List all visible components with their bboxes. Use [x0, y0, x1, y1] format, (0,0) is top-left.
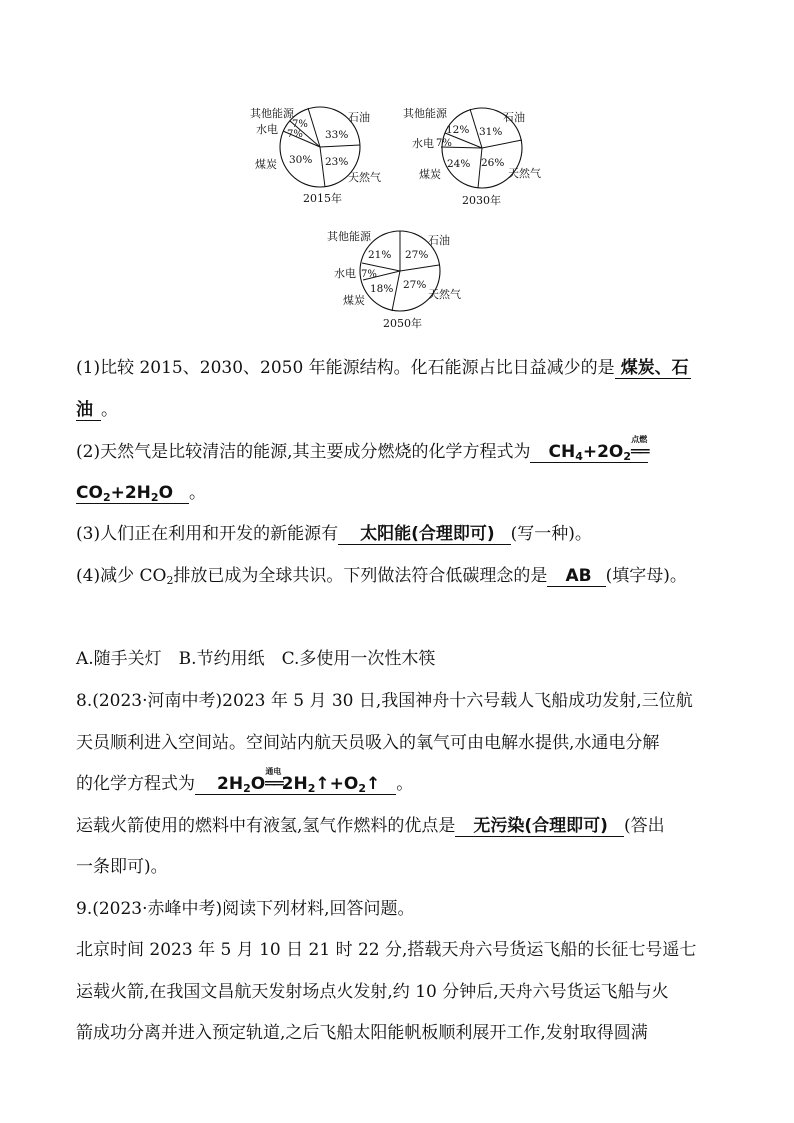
q3-end: (写一种)。 [510, 524, 592, 544]
pie-2030-value-other: 12% [446, 124, 470, 136]
pie-2030-label-oil: 石油 [503, 111, 525, 124]
q4-answer: AB [547, 566, 605, 587]
pie-2030-value-gas: 26% [481, 157, 505, 169]
q2-condition: 点燃 [631, 435, 648, 444]
q2-text: (2)天然气是比较清洁的能源,其主要成分燃烧的化学方程式为 [76, 442, 531, 462]
q8-equation: $2H_2O$ 通电 $══2H_2↑+O_2↑$ [195, 774, 396, 795]
q1-answer-part2: 油 [76, 400, 101, 421]
q1-end: 。 [101, 400, 118, 420]
q1-text: (1)比较 2015、2030、2050 年能源结构。化石能源占比日益减少的是 [76, 358, 615, 378]
pie-2015-value-hydro: 7% [287, 129, 303, 140]
pie-2015-label-coal: 煤炭 [255, 158, 277, 171]
pie-2015-label-other: 其他能源 [250, 107, 294, 120]
pie-2050-label-hydro: 水电 [334, 267, 356, 280]
q3-line [76, 522, 592, 546]
q2-line2 [76, 481, 206, 510]
pie-2050-value-gas: 27% [403, 279, 427, 291]
pie-2030-value-hydro: 7% [436, 138, 452, 149]
pie-2050-value-oil: 27% [405, 249, 429, 261]
pie-charts-figure [0, 0, 794, 340]
q4-end: (填字母)。 [605, 566, 687, 586]
q1-line2 [76, 398, 118, 422]
pie-2015-value-coal: 30% [289, 154, 313, 166]
q3-answer: 太阳能(合理即可) [338, 524, 511, 545]
q8-line1: 8.(2023·河南中考)2023 年 5 月 30 日,我国神舟十六号载人飞船成功发射,三位航 [76, 691, 693, 711]
pie-2030-value-coal: 24% [447, 158, 471, 170]
pie-2015-value-oil: 33% [325, 129, 349, 141]
pie-2050-value-other: 21% [368, 249, 392, 261]
q8-condition: 通电 [265, 767, 282, 776]
q1-answer-part1: 煤炭、石 [615, 358, 691, 379]
pie-2015-label-oil: 石油 [348, 111, 370, 124]
q9-line4: 箭成功分离并进入预定轨道,之后飞船太阳能帆板顺利展开工作,发射取得圆满 [76, 1023, 648, 1043]
pie-chart-2015 [250, 106, 381, 205]
pie-2050-year: 2050年 [383, 317, 422, 330]
q2-equation-part2: $CO_2+2H_2O$ [76, 483, 189, 504]
pie-2050-label-oil: 石油 [428, 234, 450, 247]
q9-line1: 9.(2023·赤峰中考)阅读下列材料,回答问题。 [76, 899, 415, 919]
q2-end: 。 [189, 483, 207, 503]
q4-options: A.随手关灯 B.节约用纸 C.多使用一次性木筷 [76, 649, 436, 669]
pie-2030-label-gas: 天然气 [508, 167, 541, 180]
q2-line [76, 435, 648, 469]
pie-2050-label-gas: 天然气 [428, 288, 461, 301]
q9-line2: 北京时间 2023 年 5 月 10 日 21 时 22 分,搭载天舟六号货运飞船的长征七号遥七 [76, 940, 697, 960]
pie-2050-value-hydro: 7% [361, 269, 377, 280]
pie-2030-year: 2030年 [462, 194, 501, 207]
pie-2030-value-oil: 31% [479, 126, 503, 138]
q8-line4: 运载火箭使用的燃料中有液氢,氢气作燃料的优点是 无污染(合理即可) (答出 [76, 816, 665, 836]
pie-2030-label-coal: 煤炭 [419, 168, 441, 181]
q4-text: (4)减少 CO [76, 566, 167, 586]
q2-equation-part1: $CH_4+2O_2$ 点燃 ══ [530, 442, 647, 463]
q9-line3: 运载火箭,在我国文昌航天发射场点火发射,约 10 分钟后,天舟六号货运飞船与火 [76, 982, 669, 1002]
pie-chart-2050 [327, 229, 461, 330]
q8-answer: 无污染(合理即可) [455, 816, 624, 837]
pie-2015-label-gas: 天然气 [348, 171, 381, 184]
q8-line2: 天员顺利进入空间站。空间站内航天员吸入的氧气可由电解水提供,水通电分解 [76, 733, 660, 753]
q3-text: (3)人们正在利用和开发的新能源有 [76, 524, 339, 544]
pie-2030-label-other: 其他能源 [403, 107, 447, 120]
pie-2015-value-other: 7% [292, 119, 308, 130]
pie-2050-value-coal: 18% [370, 283, 394, 295]
pie-2050-label-other: 其他能源 [327, 230, 371, 243]
q8-line3: 的化学方程式为 $2H_2O$ 通电 $══2H_2↑+O_2↑$ 。 [76, 772, 413, 801]
pie-2015-year: 2015年 [303, 192, 342, 205]
q8-line5: 一条即可)。 [76, 857, 168, 877]
pie-2050-label-coal: 煤炭 [343, 294, 365, 307]
q4-line: (4)减少 $CO_2$排放已成为全球共识。下列做法符合低碳理念的是 AB (填字母)。 [76, 566, 687, 587]
pie-2030-label-hydro: 水电 [412, 137, 434, 150]
pie-2015-label-hydro: 水电 [256, 123, 278, 136]
q1-line [76, 356, 691, 380]
pie-chart-2030 [403, 106, 541, 207]
pie-2015-value-gas: 23% [325, 156, 349, 168]
